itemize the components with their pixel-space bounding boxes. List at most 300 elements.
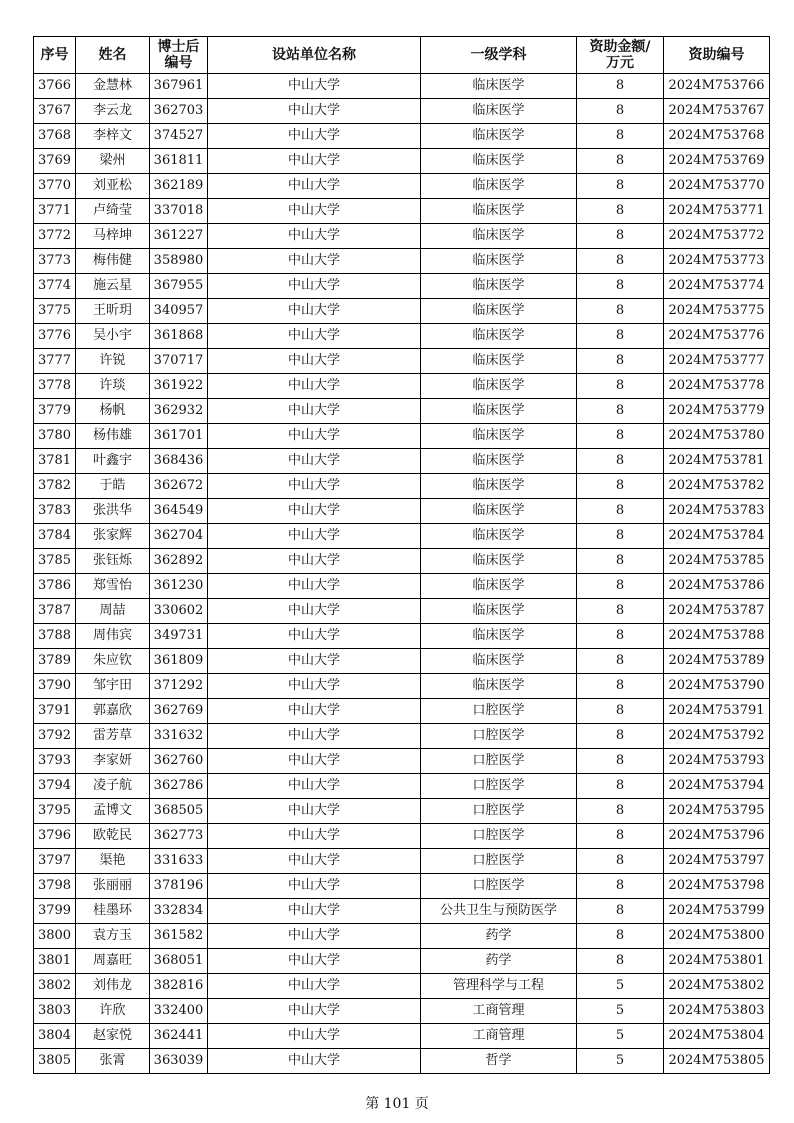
table-row — [34, 924, 770, 949]
table-cell-grant-id: 2024M753775 — [664, 299, 770, 324]
table-cell-index: 3799 — [34, 899, 76, 924]
table-cell-name: 许琰 — [76, 374, 150, 399]
table-cell-amount: 8 — [577, 949, 664, 974]
table-cell-index: 3775 — [34, 299, 76, 324]
table-cell-postdoc-id: 371292 — [150, 674, 208, 699]
table-cell-name: 周伟宾 — [76, 624, 150, 649]
table-cell-grant-id: 2024M753799 — [664, 899, 770, 924]
table-cell-amount: 8 — [577, 599, 664, 624]
table-cell-index: 3803 — [34, 999, 76, 1024]
table-cell-index: 3780 — [34, 424, 76, 449]
table-cell-amount: 8 — [577, 874, 664, 899]
table-cell-postdoc-id: 368436 — [150, 449, 208, 474]
table-cell-grant-id: 2024M753774 — [664, 274, 770, 299]
table-cell-name: 李家妍 — [76, 749, 150, 774]
table-cell-index: 3774 — [34, 274, 76, 299]
table-cell-discipline: 口腔医学 — [421, 724, 577, 749]
table-cell-postdoc-id: 332400 — [150, 999, 208, 1024]
table-cell-discipline: 口腔医学 — [421, 699, 577, 724]
table-row — [34, 349, 770, 374]
table-row — [34, 974, 770, 999]
table-cell-amount: 8 — [577, 849, 664, 874]
table-cell-institution: 中山大学 — [208, 449, 421, 474]
table-row — [34, 774, 770, 799]
table-row — [34, 499, 770, 524]
table-cell-index: 3785 — [34, 549, 76, 574]
table-cell-name: 孟博文 — [76, 799, 150, 824]
table-cell-index: 3795 — [34, 799, 76, 824]
table-cell-discipline: 临床医学 — [421, 74, 577, 99]
table-cell-postdoc-id: 364549 — [150, 499, 208, 524]
table-cell-name: 李梓文 — [76, 124, 150, 149]
table-cell-institution: 中山大学 — [208, 299, 421, 324]
table-cell-institution: 中山大学 — [208, 274, 421, 299]
table-cell-institution: 中山大学 — [208, 174, 421, 199]
table-cell-index: 3796 — [34, 824, 76, 849]
table-cell-discipline: 临床医学 — [421, 549, 577, 574]
table-cell-discipline: 临床医学 — [421, 224, 577, 249]
table-cell-postdoc-id: 368505 — [150, 799, 208, 824]
table-cell-index: 3773 — [34, 249, 76, 274]
table-row — [34, 149, 770, 174]
table-cell-amount: 8 — [577, 699, 664, 724]
table-cell-discipline: 临床医学 — [421, 274, 577, 299]
table-cell-institution: 中山大学 — [208, 1024, 421, 1049]
table-cell-postdoc-id: 337018 — [150, 199, 208, 224]
document-page — [33, 36, 769, 1074]
table-cell-name: 于皓 — [76, 474, 150, 499]
table-header-col-discipline: 一级学科 — [421, 37, 577, 74]
table-cell-postdoc-id: 362932 — [150, 399, 208, 424]
table-cell-grant-id: 2024M753796 — [664, 824, 770, 849]
table-cell-discipline: 临床医学 — [421, 299, 577, 324]
table-cell-institution: 中山大学 — [208, 249, 421, 274]
table-cell-amount: 8 — [577, 274, 664, 299]
table-cell-grant-id: 2024M753805 — [664, 1049, 770, 1074]
table-cell-amount: 8 — [577, 374, 664, 399]
table-cell-name: 卢绮莹 — [76, 199, 150, 224]
table-row — [34, 549, 770, 574]
table-cell-amount: 8 — [577, 299, 664, 324]
table-cell-index: 3788 — [34, 624, 76, 649]
table-cell-grant-id: 2024M753769 — [664, 149, 770, 174]
table-cell-amount: 8 — [577, 924, 664, 949]
table-cell-discipline: 临床医学 — [421, 399, 577, 424]
table-cell-discipline: 管理科学与工程 — [421, 974, 577, 999]
table-cell-name: 许锐 — [76, 349, 150, 374]
table-cell-postdoc-id: 362703 — [150, 99, 208, 124]
table-cell-name: 张洪华 — [76, 499, 150, 524]
table-cell-postdoc-id: 362189 — [150, 174, 208, 199]
table-cell-amount: 8 — [577, 449, 664, 474]
table-row — [34, 999, 770, 1024]
table-row — [34, 274, 770, 299]
table-cell-index: 3776 — [34, 324, 76, 349]
table-cell-postdoc-id: 362786 — [150, 774, 208, 799]
table-cell-grant-id: 2024M753788 — [664, 624, 770, 649]
table-cell-index: 3768 — [34, 124, 76, 149]
table-row — [34, 824, 770, 849]
table-cell-discipline: 临床医学 — [421, 574, 577, 599]
table-cell-index: 3800 — [34, 924, 76, 949]
table-cell-institution: 中山大学 — [208, 849, 421, 874]
table-cell-discipline: 工商管理 — [421, 1024, 577, 1049]
table-cell-postdoc-id: 358980 — [150, 249, 208, 274]
table-cell-postdoc-id: 361230 — [150, 574, 208, 599]
table-cell-discipline: 药学 — [421, 924, 577, 949]
table-cell-name: 朱应钦 — [76, 649, 150, 674]
table-cell-postdoc-id: 362441 — [150, 1024, 208, 1049]
table-cell-discipline: 临床医学 — [421, 599, 577, 624]
table-cell-index: 3797 — [34, 849, 76, 874]
table-header-col-name: 姓名 — [76, 37, 150, 74]
table-cell-amount: 8 — [577, 899, 664, 924]
table-cell-grant-id: 2024M753789 — [664, 649, 770, 674]
table-row — [34, 599, 770, 624]
table-cell-institution: 中山大学 — [208, 799, 421, 824]
table-cell-index: 3792 — [34, 724, 76, 749]
table-cell-discipline: 临床医学 — [421, 124, 577, 149]
table-cell-grant-id: 2024M753766 — [664, 74, 770, 99]
table-row — [34, 624, 770, 649]
table-cell-postdoc-id: 367961 — [150, 74, 208, 99]
table-row — [34, 724, 770, 749]
table-cell-institution: 中山大学 — [208, 699, 421, 724]
table-cell-index: 3787 — [34, 599, 76, 624]
table-cell-discipline: 哲学 — [421, 1049, 577, 1074]
table-cell-postdoc-id: 361227 — [150, 224, 208, 249]
table-cell-index: 3767 — [34, 99, 76, 124]
table-cell-postdoc-id: 363039 — [150, 1049, 208, 1074]
table-row — [34, 949, 770, 974]
table-cell-name: 赵家悦 — [76, 1024, 150, 1049]
table-cell-discipline: 口腔医学 — [421, 774, 577, 799]
table-cell-amount: 8 — [577, 499, 664, 524]
table-cell-index: 3783 — [34, 499, 76, 524]
table-cell-grant-id: 2024M753783 — [664, 499, 770, 524]
table-cell-postdoc-id: 361811 — [150, 149, 208, 174]
table-cell-postdoc-id: 361868 — [150, 324, 208, 349]
table-cell-amount: 8 — [577, 99, 664, 124]
table-cell-name: 张丽丽 — [76, 874, 150, 899]
table-cell-institution: 中山大学 — [208, 599, 421, 624]
table-cell-index: 3769 — [34, 149, 76, 174]
table-cell-name: 李云龙 — [76, 99, 150, 124]
table-cell-amount: 8 — [577, 249, 664, 274]
table-cell-grant-id: 2024M753793 — [664, 749, 770, 774]
table-cell-index: 3804 — [34, 1024, 76, 1049]
table-cell-grant-id: 2024M753768 — [664, 124, 770, 149]
table-cell-grant-id: 2024M753771 — [664, 199, 770, 224]
table-cell-institution: 中山大学 — [208, 424, 421, 449]
table-cell-name: 凌子航 — [76, 774, 150, 799]
table-cell-index: 3793 — [34, 749, 76, 774]
table-cell-institution: 中山大学 — [208, 999, 421, 1024]
table-row — [34, 799, 770, 824]
table-cell-institution: 中山大学 — [208, 649, 421, 674]
table-cell-name: 张家辉 — [76, 524, 150, 549]
table-cell-index: 3802 — [34, 974, 76, 999]
table-cell-discipline: 临床医学 — [421, 624, 577, 649]
table-cell-discipline: 临床医学 — [421, 424, 577, 449]
table-row — [34, 849, 770, 874]
table-row — [34, 474, 770, 499]
table-row — [34, 99, 770, 124]
table-cell-institution: 中山大学 — [208, 99, 421, 124]
table-cell-postdoc-id: 362704 — [150, 524, 208, 549]
table-cell-index: 3801 — [34, 949, 76, 974]
table-row — [34, 174, 770, 199]
table-cell-name: 叶鑫宇 — [76, 449, 150, 474]
table-cell-grant-id: 2024M753784 — [664, 524, 770, 549]
table-cell-grant-id: 2024M753795 — [664, 799, 770, 824]
table-row — [34, 449, 770, 474]
table-cell-name: 施云星 — [76, 274, 150, 299]
table-row — [34, 424, 770, 449]
table-cell-grant-id: 2024M753767 — [664, 99, 770, 124]
table-cell-institution: 中山大学 — [208, 224, 421, 249]
table-cell-postdoc-id: 362773 — [150, 824, 208, 849]
table-cell-institution: 中山大学 — [208, 574, 421, 599]
table-row — [34, 1024, 770, 1049]
table-cell-discipline: 临床医学 — [421, 524, 577, 549]
table-cell-grant-id: 2024M753781 — [664, 449, 770, 474]
table-cell-grant-id: 2024M753797 — [664, 849, 770, 874]
table-cell-amount: 8 — [577, 624, 664, 649]
table-cell-institution: 中山大学 — [208, 899, 421, 924]
table-cell-grant-id: 2024M753803 — [664, 999, 770, 1024]
table-cell-name: 周喆 — [76, 599, 150, 624]
table-cell-postdoc-id: 362760 — [150, 749, 208, 774]
table-cell-index: 3782 — [34, 474, 76, 499]
table-cell-discipline: 临床医学 — [421, 249, 577, 274]
table-cell-grant-id: 2024M753800 — [664, 924, 770, 949]
table-cell-grant-id: 2024M753801 — [664, 949, 770, 974]
table-cell-postdoc-id: 378196 — [150, 874, 208, 899]
table-cell-index: 3789 — [34, 649, 76, 674]
table-header-col-postdoc-id: 博士后 编号 — [150, 37, 208, 74]
table-cell-discipline: 工商管理 — [421, 999, 577, 1024]
table-row — [34, 399, 770, 424]
table-cell-amount: 8 — [577, 224, 664, 249]
table-cell-amount: 8 — [577, 649, 664, 674]
funding-table — [33, 36, 770, 1074]
table-cell-postdoc-id: 331632 — [150, 724, 208, 749]
table-cell-amount: 5 — [577, 974, 664, 999]
table-cell-grant-id: 2024M753777 — [664, 349, 770, 374]
table-cell-postdoc-id: 361922 — [150, 374, 208, 399]
table-cell-name: 马梓坤 — [76, 224, 150, 249]
table-cell-institution: 中山大学 — [208, 674, 421, 699]
table-row — [34, 649, 770, 674]
table-cell-institution: 中山大学 — [208, 724, 421, 749]
table-cell-discipline: 口腔医学 — [421, 849, 577, 874]
table-cell-grant-id: 2024M753785 — [664, 549, 770, 574]
table-cell-institution: 中山大学 — [208, 949, 421, 974]
table-cell-name: 桂墨环 — [76, 899, 150, 924]
table-cell-institution: 中山大学 — [208, 924, 421, 949]
table-cell-institution: 中山大学 — [208, 499, 421, 524]
table-cell-amount: 5 — [577, 1049, 664, 1074]
table-cell-name: 欧乾民 — [76, 824, 150, 849]
table-cell-institution: 中山大学 — [208, 749, 421, 774]
table-cell-index: 3805 — [34, 1049, 76, 1074]
table-cell-amount: 8 — [577, 174, 664, 199]
table-cell-grant-id: 2024M753786 — [664, 574, 770, 599]
table-cell-institution: 中山大学 — [208, 474, 421, 499]
table-cell-amount: 8 — [577, 824, 664, 849]
table-row — [34, 199, 770, 224]
table-cell-discipline: 临床医学 — [421, 349, 577, 374]
table-cell-discipline: 口腔医学 — [421, 824, 577, 849]
table-cell-index: 3770 — [34, 174, 76, 199]
table-cell-postdoc-id: 330602 — [150, 599, 208, 624]
table-cell-discipline: 临床医学 — [421, 374, 577, 399]
table-cell-name: 许欣 — [76, 999, 150, 1024]
table-cell-postdoc-id: 332834 — [150, 899, 208, 924]
table-row — [34, 224, 770, 249]
table-row — [34, 299, 770, 324]
table-cell-name: 王昕玥 — [76, 299, 150, 324]
table-cell-institution: 中山大学 — [208, 824, 421, 849]
table-cell-postdoc-id: 361809 — [150, 649, 208, 674]
table-cell-grant-id: 2024M753790 — [664, 674, 770, 699]
table-cell-postdoc-id: 362769 — [150, 699, 208, 724]
table-cell-postdoc-id: 340957 — [150, 299, 208, 324]
table-cell-amount: 8 — [577, 774, 664, 799]
table-cell-amount: 8 — [577, 124, 664, 149]
table-cell-institution: 中山大学 — [208, 199, 421, 224]
table-cell-postdoc-id: 374527 — [150, 124, 208, 149]
table-cell-postdoc-id: 331633 — [150, 849, 208, 874]
table-cell-postdoc-id: 361582 — [150, 924, 208, 949]
table-cell-institution: 中山大学 — [208, 324, 421, 349]
table-cell-amount: 5 — [577, 1024, 664, 1049]
table-cell-postdoc-id: 370717 — [150, 349, 208, 374]
table-cell-name: 刘亚松 — [76, 174, 150, 199]
table-cell-grant-id: 2024M753794 — [664, 774, 770, 799]
table-cell-discipline: 口腔医学 — [421, 874, 577, 899]
table-cell-institution: 中山大学 — [208, 974, 421, 999]
table-cell-discipline: 公共卫生与预防医学 — [421, 899, 577, 924]
table-cell-name: 张钰烁 — [76, 549, 150, 574]
table-cell-grant-id: 2024M753770 — [664, 174, 770, 199]
table-cell-institution: 中山大学 — [208, 874, 421, 899]
table-header-row — [34, 37, 770, 74]
table-row — [34, 124, 770, 149]
table-cell-index: 3772 — [34, 224, 76, 249]
table-cell-institution: 中山大学 — [208, 124, 421, 149]
table-cell-postdoc-id: 367955 — [150, 274, 208, 299]
table-cell-amount: 8 — [577, 74, 664, 99]
table-cell-postdoc-id: 349731 — [150, 624, 208, 649]
table-cell-institution: 中山大学 — [208, 624, 421, 649]
table-cell-index: 3766 — [34, 74, 76, 99]
table-header-col-institution: 设站单位名称 — [208, 37, 421, 74]
table-cell-discipline: 药学 — [421, 949, 577, 974]
table-cell-institution: 中山大学 — [208, 374, 421, 399]
table-cell-index: 3778 — [34, 374, 76, 399]
table-cell-name: 周嘉旺 — [76, 949, 150, 974]
table-cell-postdoc-id: 361701 — [150, 424, 208, 449]
table-cell-amount: 8 — [577, 574, 664, 599]
table-cell-grant-id: 2024M753787 — [664, 599, 770, 624]
table-cell-institution: 中山大学 — [208, 74, 421, 99]
table-cell-name: 杨伟雄 — [76, 424, 150, 449]
table-cell-grant-id: 2024M753792 — [664, 724, 770, 749]
table-cell-name: 雷芳草 — [76, 724, 150, 749]
table-cell-grant-id: 2024M753778 — [664, 374, 770, 399]
table-row — [34, 324, 770, 349]
table-cell-index: 3798 — [34, 874, 76, 899]
table-row — [34, 874, 770, 899]
table-cell-discipline: 临床医学 — [421, 324, 577, 349]
table-cell-amount: 5 — [577, 999, 664, 1024]
table-cell-amount: 8 — [577, 474, 664, 499]
table-cell-institution: 中山大学 — [208, 524, 421, 549]
table-cell-name: 袁方玉 — [76, 924, 150, 949]
table-cell-index: 3784 — [34, 524, 76, 549]
table-row — [34, 249, 770, 274]
table-cell-institution: 中山大学 — [208, 349, 421, 374]
table-cell-index: 3781 — [34, 449, 76, 474]
table-cell-name: 渠艳 — [76, 849, 150, 874]
table-cell-institution: 中山大学 — [208, 1049, 421, 1074]
table-cell-index: 3786 — [34, 574, 76, 599]
page-number: 第 101 页 — [365, 1096, 429, 1112]
table-cell-name: 邹宇田 — [76, 674, 150, 699]
table-cell-grant-id: 2024M753791 — [664, 699, 770, 724]
table-cell-grant-id: 2024M753776 — [664, 324, 770, 349]
table-cell-discipline: 口腔医学 — [421, 749, 577, 774]
table-cell-grant-id: 2024M753779 — [664, 399, 770, 424]
table-cell-index: 3791 — [34, 699, 76, 724]
table-cell-amount: 8 — [577, 399, 664, 424]
table-cell-discipline: 临床医学 — [421, 174, 577, 199]
table-cell-amount: 8 — [577, 799, 664, 824]
table-cell-index: 3790 — [34, 674, 76, 699]
table-cell-institution: 中山大学 — [208, 774, 421, 799]
table-cell-discipline: 临床医学 — [421, 499, 577, 524]
table-cell-name: 梁州 — [76, 149, 150, 174]
table-cell-discipline: 临床医学 — [421, 674, 577, 699]
table-cell-grant-id: 2024M753804 — [664, 1024, 770, 1049]
table-body — [34, 74, 770, 1074]
table-cell-postdoc-id: 382816 — [150, 974, 208, 999]
table-cell-grant-id: 2024M753782 — [664, 474, 770, 499]
table-cell-amount: 8 — [577, 199, 664, 224]
table-cell-index: 3779 — [34, 399, 76, 424]
table-cell-amount: 8 — [577, 149, 664, 174]
table-row — [34, 74, 770, 99]
table-cell-discipline: 临床医学 — [421, 474, 577, 499]
table-row — [34, 524, 770, 549]
table-cell-discipline: 临床医学 — [421, 649, 577, 674]
table-cell-discipline: 临床医学 — [421, 149, 577, 174]
table-header-col-grant-id: 资助编号 — [664, 37, 770, 74]
table-cell-discipline: 口腔医学 — [421, 799, 577, 824]
table-cell-grant-id: 2024M753802 — [664, 974, 770, 999]
table-row — [34, 899, 770, 924]
table-cell-name: 杨帆 — [76, 399, 150, 424]
table-header-col-index: 序号 — [34, 37, 76, 74]
table-cell-amount: 8 — [577, 524, 664, 549]
table-cell-name: 金慧林 — [76, 74, 150, 99]
table-cell-institution: 中山大学 — [208, 149, 421, 174]
table-cell-amount: 8 — [577, 724, 664, 749]
table-cell-index: 3777 — [34, 349, 76, 374]
table-cell-grant-id: 2024M753772 — [664, 224, 770, 249]
